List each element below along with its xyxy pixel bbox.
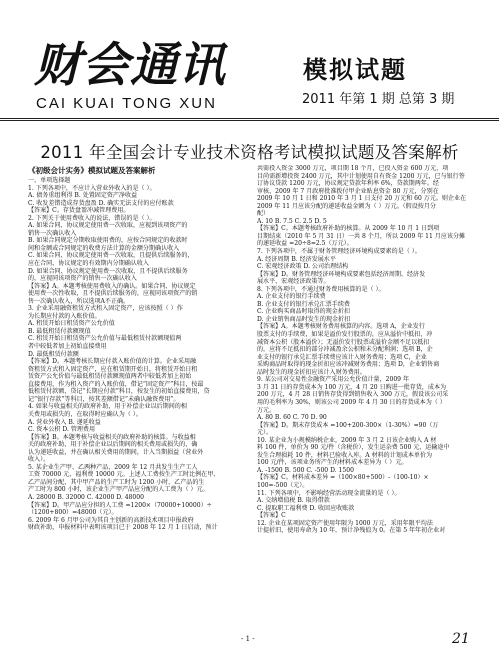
- text-line: 为长期应付款的入账价值。: [28, 312, 101, 320]
- masthead: [0, 0, 499, 118]
- journal-logo: 财会通讯: [34, 38, 226, 93]
- text-line: 展水平、宏观经济政策等。: [257, 278, 330, 286]
- page-number: - 1 -: [241, 635, 255, 643]
- column-heading: 《初级会计实务》模拟试题及答案解析: [28, 166, 156, 175]
- text-line: 的，应将不足抵扣的部分冲减盈余公积和未分配利润；选项 B，企: [257, 346, 433, 354]
- text-line: 100 元/件，该项业务所产生的材料成本差异为（ ）元。: [257, 459, 408, 467]
- text-line: 股票支付的手续费，如果是溢价发行股票的，应从溢价中抵扣，冲: [257, 331, 433, 339]
- text-line: 100=-500（元）。: [257, 481, 309, 489]
- text-line: 记“银行存款”等科目，按其差额借记“未确认融资费用”。: [28, 395, 180, 403]
- text-line: 【答案】D。本题考核长期应付款入账价值的计算。企业采用融: [28, 358, 197, 366]
- text-line: D. 最低租赁付款额: [28, 350, 79, 358]
- text-line: D. 如果合同、协议规定使用费一次收取，且不提供后续服务: [28, 267, 188, 275]
- text-line: B. 如果合同规定分期收取使用费的，应按合同规定的收款时: [28, 237, 188, 245]
- text-line: 售一次确认收入，所以选项A不正确。: [28, 297, 130, 305]
- text-line: 产工时为 800 小时，该企业生产甲产品应分配的人工费为（ ）元。: [28, 486, 209, 494]
- text-line: 目期结束（2010 年 5 月 31 日）一共 8 个月，所以 2009 年 11 月应该分摊: [257, 232, 466, 240]
- text-line: 2. 下列关于使用费收入的说法，错误的是（ ）。: [28, 214, 156, 222]
- text-line: 【答案】A。本题考核使用费收入的确认。如果合同、协议规定: [28, 282, 196, 290]
- text-line: 的，应视同该项资产的销售一次确认收入: [28, 275, 137, 283]
- text-line: 应在合同、协议规定的有效期内分期确认收入: [28, 260, 149, 268]
- text-line: 关的政府补助，用于补偿企业以后期间的相关费用或损失的，确: [28, 441, 198, 449]
- text-line: 采购商品时取得的现金折扣应该冲减财务费用；选项 D，企业销售商: [257, 361, 440, 369]
- text-line: 【答案】D。财务管理经济环境构成要素包括经济周期、经济发: [257, 270, 426, 278]
- text-line: 2009 年 10 月 1 日和 2010 年 3 月 1 日支付 20 万元和 60 万元。则企业在: [257, 195, 467, 203]
- text-line: 3. 企业采用融资租赁方式租入固定资产，应该按照（ ）作: [28, 305, 183, 313]
- text-line: 12. 企业在某项固定资产使用年限为 1000 万元，采用年限平均法: [257, 519, 433, 527]
- text-line: A. 租赁开始日租赁资产公允价值: [28, 320, 115, 328]
- section-title: 模拟试题: [303, 56, 407, 84]
- text-line: 低租赁付款额，贷记“长期应付款”科目，按发生的初始直接费用，贷: [28, 388, 210, 396]
- text-line: 万元。: [257, 406, 276, 414]
- text-line: 【答案】C。本题考核政府补助的核算。从 2009 年 10 月 1 日到项: [257, 225, 440, 233]
- text-line: A. 债务重组利得 B. 处置固定资产净收益: [28, 192, 138, 200]
- text-line: C. 宏观经济政策 D. 公司治理结构: [257, 263, 349, 271]
- text-line: 配）: [257, 210, 270, 218]
- text-line: 销售一次确认收入: [28, 229, 77, 237]
- right-column: [257, 165, 471, 535]
- text-line: 审核，2009 年 7 月政府批准拨付甲企业贴息资金 80 万元，分别在: [257, 187, 439, 195]
- text-line: 【答案】C: [257, 512, 286, 520]
- text-line: 用的毛利率为 30%，则该公司 2009 年 4 月 30 日的存货成本为（ ）: [257, 398, 446, 406]
- text-line: 200 万元，4 月 28 日销售存货得到销售收入 300 万元，假设该公司采: [257, 391, 449, 399]
- right-column-text: [257, 165, 471, 535]
- text-line: A. 企业支付的银行手续费: [257, 293, 326, 301]
- text-line: A. 80 B. 60 C. 70 D. 90: [257, 414, 327, 422]
- text-line: C. 租赁开始日租赁资产公允价值与最低租赁付款额现值两: [28, 335, 182, 343]
- left-column-text: [28, 177, 242, 532]
- text-line: 资租赁方式租入固定资产，应在租赁期开始日，将租赁开始日租: [28, 365, 198, 373]
- text-line: 减资本公积（股本溢价）；无溢价发行股票或溢价金额不足以抵扣: [257, 338, 430, 346]
- text-line: 订协议贷款 1200 万元，协议规定贷款年利率 6%，贷款期两年。经: [257, 180, 439, 188]
- text-line: 1. 下列各项中，不应计入营业外收入的是（ ）。: [28, 184, 156, 192]
- text-line: 【答案】D。期末存货成本 =100+200-300×（1-30%）=90（万: [257, 421, 439, 429]
- text-line: 共需投入资金 3000 万元，项目期 18 个月，已投入资金 600 万元，项: [257, 165, 449, 172]
- text-line: 【答案】C。材料成本差异 =（100×80+500）-（100-10）×: [257, 474, 429, 482]
- text-line: 认为递延收益，并在确认相关费用的期间，计入当期损益（营业外: [28, 448, 204, 456]
- masthead-divider: [0, 118, 499, 119]
- handwritten-page-mark: 21: [452, 631, 470, 647]
- text-line: A. 营业外收入 B. 递延收益: [28, 418, 101, 426]
- journal-logo-pinyin: CAI KUAI TONG XUN: [36, 95, 217, 112]
- text-line: A. 经济周期 B. 经济发展水平: [257, 255, 336, 263]
- text-line: 3 月 31 日的存货成本为 100 万元，4 月 20 日购进一批存货，成本为: [257, 383, 447, 391]
- text-line: C. 资本公积 D. 管理费用: [28, 426, 96, 434]
- text-line: C. 企业购买商品时取得的现金折扣: [257, 308, 350, 316]
- text-line: A. 10 B. 7.5 C. 2.5 D. 5: [257, 217, 327, 225]
- text-line: 6. 2009 年 6 月甲公司为其自主创新的高新技术项目申报政府: [28, 516, 194, 524]
- text-line: （1200+800）=48000（元）。: [28, 509, 118, 517]
- text-line: C. 如果合同、协议规定使用费一次收取，且提供后续服务的，: [28, 252, 194, 260]
- text-line: 10. 某企业为小规模纳税企业，2009 年 3 月 2 日该企业购入 A 材: [257, 436, 437, 444]
- text-line: 收入）。: [28, 456, 50, 464]
- text-line: 使用费一次性收取，且不提供后续服务的，应视同该项资产的销: [28, 290, 198, 298]
- text-line: 直接费用，作为租入资产的入账价值，借记“固定资产”科目，按最: [28, 380, 204, 388]
- text-line: 者中较低者加上初始直接费用: [28, 343, 107, 351]
- text-line: 【答案】D。甲产品应分担的人工费 =1200×（70000+10000）÷: [28, 501, 212, 509]
- text-line: C. 提取职工福利费 D. 收回应收账款: [257, 504, 355, 512]
- text-line: 元）。: [257, 429, 273, 437]
- text-line: B. 最低租赁付款额现值: [28, 327, 91, 335]
- text-line: 赁资产公允价值与最低租赁付款额现值两者中较低者加上初始: [28, 373, 192, 381]
- text-line: 一、单项选择题: [28, 177, 71, 184]
- text-line: 品时发生的现金折扣应该计入财务费用。: [257, 368, 366, 376]
- text-line: 11. 下列各项中，不影响经营活动现金流量的是（ ）。: [257, 489, 401, 497]
- text-line: C. 收发差错造成存货盘盈 D. 确实无法支付的应付账款: [28, 199, 174, 207]
- text-line: 【答案】B。本题考核与收益相关的政府补助的核算。与收益相: [28, 433, 196, 441]
- article-title: 2011 年全国会计专业技术资格考试模拟试题及答案解析: [40, 143, 459, 162]
- text-line: 8. 下列各项中，不通过财务费用核算的是（ ）。: [257, 285, 385, 293]
- text-line: 4. 如果与收益相关的政府补助，用于补偿企业以后期间的相: [28, 403, 187, 411]
- text-line: 5. 某企业生产甲、乙两种产品，2009 年 12 月共发生生产工人: [28, 463, 198, 471]
- text-line: 关费用或损失的，在取得时应确认为（ ）。: [28, 410, 142, 418]
- text-line: 的递延收益 =20÷8=2.5（万元）。: [257, 240, 353, 248]
- text-line: 目尚需新增投资 2400 万元，其中计划使用自有资金 1200 万元，已与银行签: [257, 172, 465, 180]
- text-line: 发生合理损耗 10 件，材料已验收入库。A 材料的计划成本单价为: [257, 451, 433, 459]
- issue-info: 2011 年第 1 期 总第 3 期: [302, 92, 455, 107]
- text-line: 乙产品间分配，其中甲产品的生产工时为 1200 小时，乙产品的生: [28, 478, 205, 486]
- text-line: 料 100 件，单价为 90 元/件（含税价），发生运杂费 500 元，运输途中: [257, 444, 450, 452]
- text-line: 财政补助，申报材料中表明该项目已于 2008 年 12 月 1 日启动，预计: [28, 524, 218, 532]
- text-line: 计提折旧，使用寿命为 10 年，预计净残值为 0。在第 5 年年初企业对: [257, 527, 446, 535]
- text-line: A. 如果合同、协议规定使用费一次收取，应视到该项资产的: [28, 222, 188, 230]
- text-line: A. -1500 B. 500 C. -500 D. 1500: [257, 466, 354, 474]
- text-line: A. 交纳增值税 B. 取得借款: [257, 497, 330, 505]
- text-line: 工资 70000 元，福利费 10000 元。上述人工费按生产工时比例在甲、: [28, 471, 220, 479]
- left-column: [28, 165, 242, 532]
- text-line: 【答案】A。本题考核财务费用核算的内容。选项 A，企业发行: [257, 323, 425, 331]
- masthead-divider-thin: [0, 120, 499, 121]
- text-line: 间和金额或合同规定的收费方法计算的金额分期确认收入: [28, 244, 180, 252]
- text-line: 2009 年 11 月应该分配的递延收益金额为（ ）万元。（假设按月分: [257, 202, 436, 210]
- text-line: B. 企业支付的银行承兑汇票手续费: [257, 300, 350, 308]
- text-line: 7. 下列各项中，不属于财务管理经济环境构成要素的是（ ）。: [257, 248, 421, 256]
- text-line: A. 28000 B. 32000 C. 42000 D. 48000: [28, 493, 144, 501]
- text-line: 【答案】C。存货盘盈冲减管理费用。: [28, 207, 130, 215]
- text-line: D. 企业销售商品时发生的现金折扣: [257, 315, 351, 323]
- text-line: 业支付的银行承兑汇票手续费应该计入财务费用；选项 C，企业: [257, 353, 427, 361]
- text-line: 9. 某公司对交易性金融资产采用公允价值计量，2009 年: [257, 376, 409, 384]
